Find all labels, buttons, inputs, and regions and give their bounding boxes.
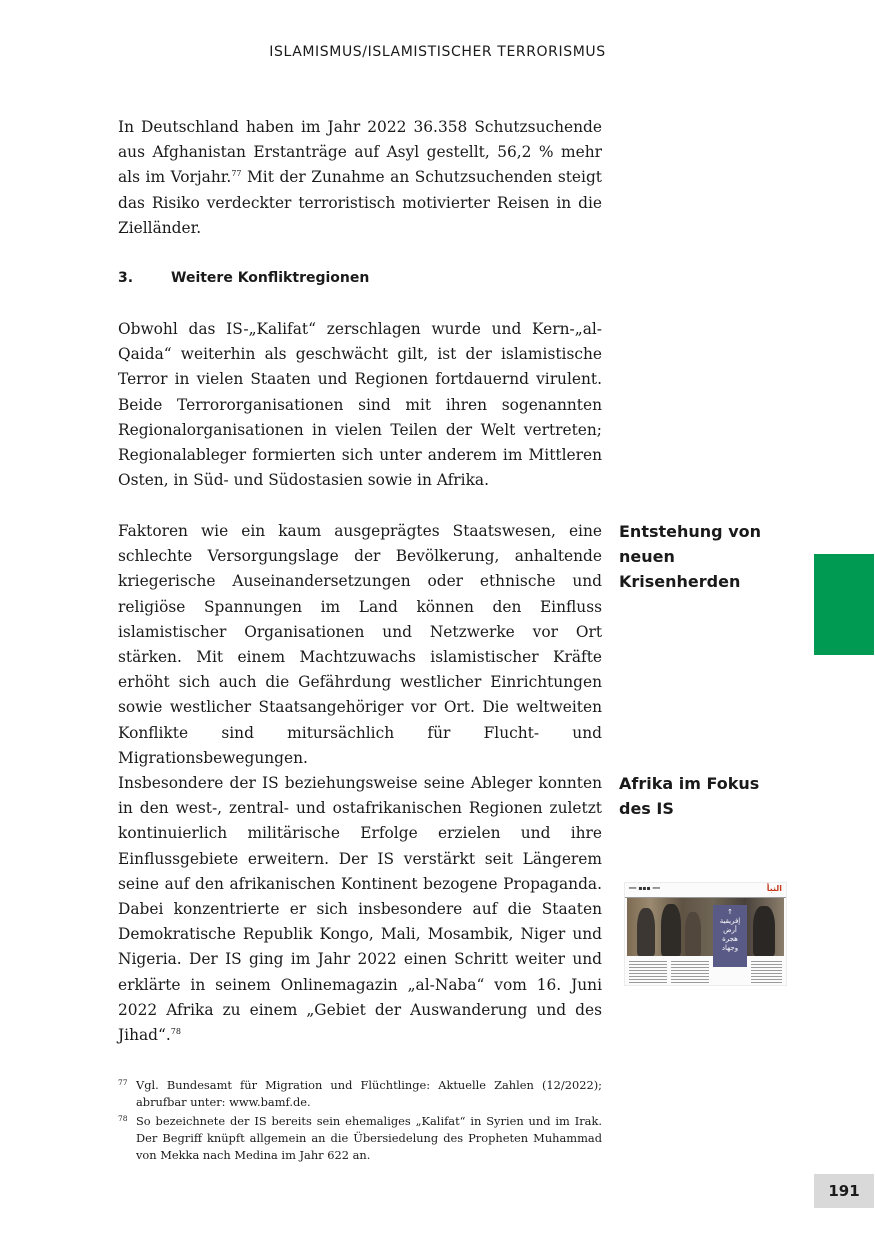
- magazine-caption-box: [713, 905, 747, 967]
- magazine-photo: [627, 898, 784, 956]
- footnotes: [118, 1077, 602, 1166]
- caption-line: أرض: [723, 926, 737, 934]
- margin-heading-line: Entstehung von: [619, 522, 761, 541]
- caption-arrow-icon: ↑: [727, 908, 733, 916]
- figure-silhouette: [753, 906, 775, 956]
- footnote-78: [118, 1113, 602, 1164]
- footnote-ref-78[interactable]: 78: [170, 1026, 181, 1036]
- magazine-issue-line: ━━ ▪▪▪ ━━: [629, 885, 660, 892]
- margin-heading-crisis: [619, 519, 799, 594]
- section-title: Weitere Konfliktregionen: [171, 270, 370, 286]
- magazine-cover-image: [624, 882, 787, 986]
- figure-silhouette: [685, 912, 701, 956]
- magazine-text-column: [629, 961, 667, 983]
- caption-line: وجهاد: [721, 944, 739, 952]
- caption-line: إفريقية: [719, 917, 741, 925]
- margin-heading-line: des IS: [619, 799, 674, 818]
- margin-heading-africa: [619, 771, 799, 821]
- paragraph-conflict-regions: Obwohl das IS-„Kalifat“ zerschlagen wurde und Kern-„al-Qaida“ weiterhin als geschwächt gilt, ist der islamistische Terror in vielen Staaten und Regionen fortdauernd virulent. Beide Terrororganisationen sind mit ihren sogenannten Regionalorganisationen in vielen Teilen der Welt vertreten; Regionalableger formierten sich unter anderem im Mittleren Osten, in Süd- und Südostasien sowie in Afrika.: [118, 320, 602, 490]
- figure-silhouette: [637, 908, 655, 956]
- section-heading: [118, 270, 369, 286]
- magazine-text-column: [751, 961, 782, 983]
- magazine-masthead: النبأ: [766, 884, 782, 893]
- magazine-text-column: [671, 961, 709, 983]
- running-head: ISLAMISMUS/ISLAMISTISCHER TERRORISMUS: [269, 44, 606, 60]
- paragraph-text: Insbesondere der IS beziehungsweise seine Ableger konnten in den west-, zentral- und ostafrikanischen Regionen zuletzt kontinuierlich militärische Erfolge erzielen und ihre Einflussgebiete erweitern. Der IS verstärkt seit Längerem seine auf den afrikanischen Kontinent bezogene Propaganda. Dabei konzentrierte er sich insbesondere auf die Staaten Demokratische Republik Kongo, Mali, Mosambik, Niger und Nigeria. Der IS ging im Jahr 2022 einen Schritt weiter und erklärte in seinem Onlinemagazin „al-Naba“ vom 16. Juni 2022 Afrika zu einem „Gebiet der Auswanderung und des Jihad“.: [118, 774, 602, 1045]
- magazine-header: [625, 883, 786, 898]
- footnote-text: So bezeichnete der IS bereits sein ehemaliges „Kalifat“ in Syrien und im Irak. Der Begriff knüpft allgemein an die Übersiedelung des Propheten Muhammad von Mekka nach Medina im Jahr 622 an.: [136, 1114, 602, 1162]
- figure-silhouette: [661, 904, 681, 956]
- paragraph-factors: Faktoren wie ein kaum ausgeprägtes Staatswesen, eine schlechte Versorgungslage der Bevölkerung, anhaltende kriegerische Auseinandersetzungen oder ethnische und religiöse Spannungen im Land können den Einfluss islamistischer Organisationen und Netzwerke vor Ort stärken. Mit einem Machtzuwachs islamistischer Kräfte erhöht sich auch die Gefährdung westlicher Einrichtungen sowie westlicher Staatsangehöriger vor Ort. Die weltweiten Konflikte sind mitursächlich für Flucht- und Migrationsbewegungen.: [118, 522, 602, 767]
- section-number: 3.: [118, 270, 134, 286]
- paragraph-text: Mit der Zunahme an Schutzsuchenden steigt das Risiko verdeckter terroristisch motivierter Reisen in die Zielländer.: [118, 168, 602, 237]
- margin-heading-line: neuen Krisenherden: [619, 547, 741, 591]
- page-number: 191: [814, 1174, 874, 1208]
- caption-line: هجرة: [722, 935, 738, 943]
- chapter-tab: [814, 554, 874, 655]
- footnote-ref-77[interactable]: 77: [231, 169, 242, 179]
- paragraph-text: In Deutschland haben im Jahr 2022 36.358 Schutzsuchende aus Afghanistan Erstanträge auf Asyl gestellt, 56,2 % mehr als im Vorjahr.: [118, 118, 602, 187]
- footnote-number: 78: [118, 1114, 128, 1123]
- footnote-77: [118, 1077, 602, 1111]
- paragraph-africa: [118, 771, 602, 1048]
- paragraph-asylum: [118, 115, 602, 241]
- footnote-number: 77: [118, 1078, 128, 1087]
- margin-heading-line: Afrika im Fokus: [619, 774, 760, 793]
- footnote-text: Vgl. Bundesamt für Migration und Flüchtlinge: Aktuelle Zahlen (12/2022); abrufbar unter: www.bamf.de.: [136, 1078, 602, 1109]
